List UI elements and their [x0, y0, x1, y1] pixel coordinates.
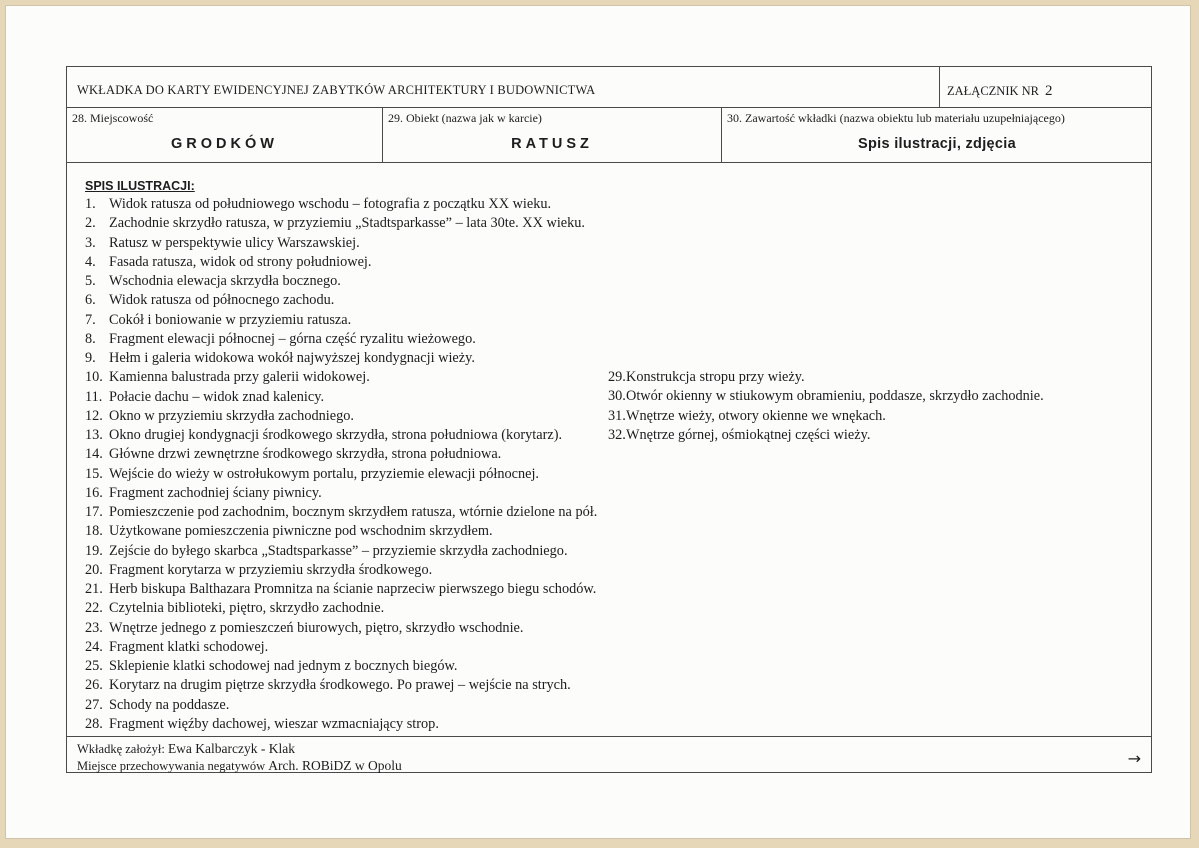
- list-item: [85, 484, 597, 503]
- list-item-number: 25.: [85, 658, 103, 674]
- card-footer: [67, 736, 1151, 774]
- list-item-number: 9.: [85, 350, 96, 366]
- storage-line: [77, 758, 402, 774]
- list-item: [85, 311, 597, 330]
- list-item: [85, 195, 597, 214]
- list-item: [608, 387, 1044, 406]
- list-item-number: 22.: [85, 600, 103, 617]
- list-item: [85, 715, 597, 734]
- annex-label: [947, 83, 1053, 100]
- list-item-text: Widok ratusza od południowego wschodu – fotografia z początku XX wieku.: [109, 196, 552, 212]
- list-item-text: Fragment klatki schodowej.: [109, 638, 269, 655]
- list-item-text: Fragment elewacji północnej – górna część ryzalitu wieżowego.: [109, 330, 476, 347]
- list-item: [85, 330, 597, 349]
- list-item-number: 15.: [85, 465, 103, 482]
- card-header: [67, 67, 1151, 108]
- list-item: [85, 214, 597, 233]
- list-item: [608, 368, 1044, 387]
- list-item: [85, 599, 597, 618]
- list-item-text: Otwór okienny w stiukowym obramieniu, poddasze, skrzydło zachodnie.: [626, 388, 1044, 405]
- content-label: 30. Zawartość wkładki (nazwa obiektu lub materiału uzupełniającego): [727, 111, 1065, 125]
- locality-value: GRODKÓW: [171, 136, 278, 152]
- list-item-text: Fragment korytarza w przyziemiu skrzydła środkowego.: [109, 561, 433, 578]
- locality-label: 28. Miejscowość: [72, 111, 154, 125]
- list-item: [85, 426, 597, 445]
- list-item-number: 27.: [85, 696, 103, 713]
- author-label: Wkładkę założył:: [77, 742, 165, 756]
- list-item-text: Wejście do wieży w ostrołukowym portalu, przyziemie elewacji północnej.: [109, 465, 540, 482]
- list-item-text: Wnętrze jednego z pomieszczeń biurowych, piętro, skrzydło wschodnie.: [109, 619, 524, 636]
- list-item-number: 32.: [608, 426, 626, 443]
- list-item-text: Schody na poddasze.: [109, 696, 230, 713]
- list-item: [85, 657, 597, 676]
- list-item-number: 28.: [85, 715, 103, 732]
- list-item-number: 21.: [85, 581, 103, 597]
- list-item-text: Czytelnia biblioteki, piętro, skrzydło zachodnie.: [109, 600, 385, 617]
- object-value: RATUSZ: [511, 136, 593, 152]
- list-item-text: Konstrukcja stropu przy wieży.: [626, 369, 805, 385]
- list-item-number: 23.: [85, 619, 103, 636]
- card-fields: [67, 108, 1151, 163]
- list-item-number: 7.: [85, 311, 96, 328]
- list-item-text: Wnętrze wieży, otwory okienne we wnękach.: [626, 407, 886, 424]
- list-item-text: Użytkowane pomieszczenia piwniczne pod wschodnim skrzydłem.: [109, 523, 493, 540]
- list-item-number: 1.: [85, 196, 96, 212]
- list-item-number: 6.: [85, 292, 96, 309]
- list-item: [85, 503, 597, 522]
- list-item-number: 31.: [608, 407, 626, 424]
- author-line: [77, 741, 295, 757]
- list-item-text: Ratusz w perspektywie ulicy Warszawskiej.: [109, 234, 360, 251]
- list-item-number: 10.: [85, 369, 103, 386]
- list-item: [85, 272, 597, 291]
- document-page: [5, 5, 1191, 839]
- list-item-text: Główne drzwi zewnętrzne środkowego skrzydła, strona południowa.: [109, 446, 502, 463]
- list-item-number: 13.: [85, 427, 103, 443]
- object-label: 29. Obiekt (nazwa jak w karcie): [388, 111, 542, 125]
- list-item-number: 4.: [85, 253, 96, 270]
- list-item: [85, 561, 597, 580]
- list-item: [85, 445, 597, 464]
- list-item: [85, 234, 597, 253]
- list-item-text: Okno drugiej kondygnacji środkowego skrzydła, strona południowa (korytarz).: [109, 427, 563, 443]
- list-item-number: 2.: [85, 215, 96, 232]
- list-item-number: 29.: [608, 369, 626, 385]
- list-item: [85, 388, 597, 407]
- list-item-text: Hełm i galeria widokowa wokół najwyższej kondygnacji wieży.: [109, 350, 475, 366]
- list-item-text: Wschodnia elewacja skrzydła bocznego.: [109, 273, 341, 289]
- list-item: [85, 580, 597, 599]
- list-item-number: 18.: [85, 523, 103, 540]
- list-item-number: 19.: [85, 542, 103, 559]
- list-item-text: Fragment zachodniej ściany piwnicy.: [109, 484, 322, 501]
- list-item-number: 20.: [85, 561, 103, 578]
- illustrations-list-right: [608, 368, 1044, 445]
- author-value: Ewa Kalbarczyk - Klak: [167, 741, 296, 756]
- list-item-text: Herb biskupa Balthazara Promnitza na ścianie naprzeciw pierwszego biegu schodów.: [109, 581, 597, 597]
- list-item-number: 12.: [85, 407, 103, 424]
- list-item-text: Kamienna balustrada przy galerii widokowej.: [109, 369, 370, 386]
- record-card: [66, 66, 1152, 773]
- list-item-text: Widok ratusza od północnego zachodu.: [109, 292, 335, 309]
- list-item-text: Cokół i boniowanie w przyziemiu ratusza.: [109, 311, 352, 328]
- list-item-number: 3.: [85, 234, 96, 251]
- list-item-text: Okno w przyziemiu skrzydła zachodniego.: [109, 407, 354, 424]
- header-divider: [939, 67, 940, 107]
- list-item: [85, 465, 597, 484]
- arrow-right-icon: →: [1127, 749, 1141, 768]
- list-item: [85, 676, 597, 695]
- list-item-number: 17.: [85, 504, 103, 520]
- annex-number: 2: [1045, 83, 1053, 99]
- list-item: [85, 407, 597, 426]
- list-item-text: Fasada ratusza, widok od strony południowej.: [109, 253, 372, 270]
- list-item-text: Pomieszczenie pod zachodnim, bocznym skrzydłem ratusza, wtórnie dzielone na pół.: [109, 504, 598, 520]
- illustrations-list-left: [85, 195, 597, 734]
- list-item: [85, 542, 597, 561]
- list-item-text: Połacie dachu – widok znad kalenicy.: [109, 388, 325, 405]
- list-item-text: Korytarz na drugim piętrze skrzydła środkowego. Po prawej – wejście na strych.: [109, 677, 571, 694]
- storage-label: Miejsce przechowywania negatywów: [77, 759, 266, 773]
- list-item-text: Sklepienie klatki schodowej nad jednym z bocznych biegów.: [109, 658, 458, 674]
- annex-label-text: ZAŁĄCZNIK NR: [947, 84, 1040, 98]
- list-item: [85, 349, 597, 368]
- list-item-number: 14.: [85, 446, 103, 463]
- list-item: [608, 407, 1044, 426]
- list-item-number: 26.: [85, 677, 103, 694]
- list-item-text: Zachodnie skrzydło ratusza, w przyziemiu „Stadtsparkasse” – lata 30te. XX wieku.: [109, 215, 586, 232]
- list-item-text: Zejście do byłego skarbca „Stadtsparkasse” – przyziemie skrzydła zachodniego.: [109, 542, 568, 559]
- list-item: [608, 426, 1044, 445]
- list-item: [85, 696, 597, 715]
- content-value: Spis ilustracji, zdjęcia: [858, 136, 1016, 152]
- illustrations-section: [67, 163, 1151, 736]
- list-item-number: 24.: [85, 638, 103, 655]
- list-item: [85, 619, 597, 638]
- list-item-number: 5.: [85, 273, 96, 289]
- list-item: [85, 253, 597, 272]
- storage-value: Arch. ROBiDZ w Opolu: [268, 758, 402, 773]
- list-item-text: Wnętrze górnej, ośmiokątnej części wieży.: [626, 426, 871, 443]
- card-title: WKŁADKA DO KARTY EWIDENCYJNEJ ZABYTKÓW ARCHITEKTURY I BUDOWNICTWA: [77, 83, 596, 97]
- locality-field: [67, 108, 383, 162]
- list-heading: SPIS ILUSTRACJI:: [85, 179, 195, 193]
- list-item: [85, 368, 597, 387]
- list-item-number: 11.: [85, 388, 103, 405]
- content-field: [722, 108, 1152, 162]
- list-item: [85, 291, 597, 310]
- list-item: [85, 522, 597, 541]
- list-item: [85, 638, 597, 657]
- list-item-number: 16.: [85, 484, 103, 501]
- object-field: [383, 108, 722, 162]
- list-item-number: 8.: [85, 330, 96, 347]
- list-item-text: Fragment więźby dachowej, wieszar wzmacniający strop.: [109, 715, 439, 732]
- list-item-number: 30.: [608, 388, 626, 405]
